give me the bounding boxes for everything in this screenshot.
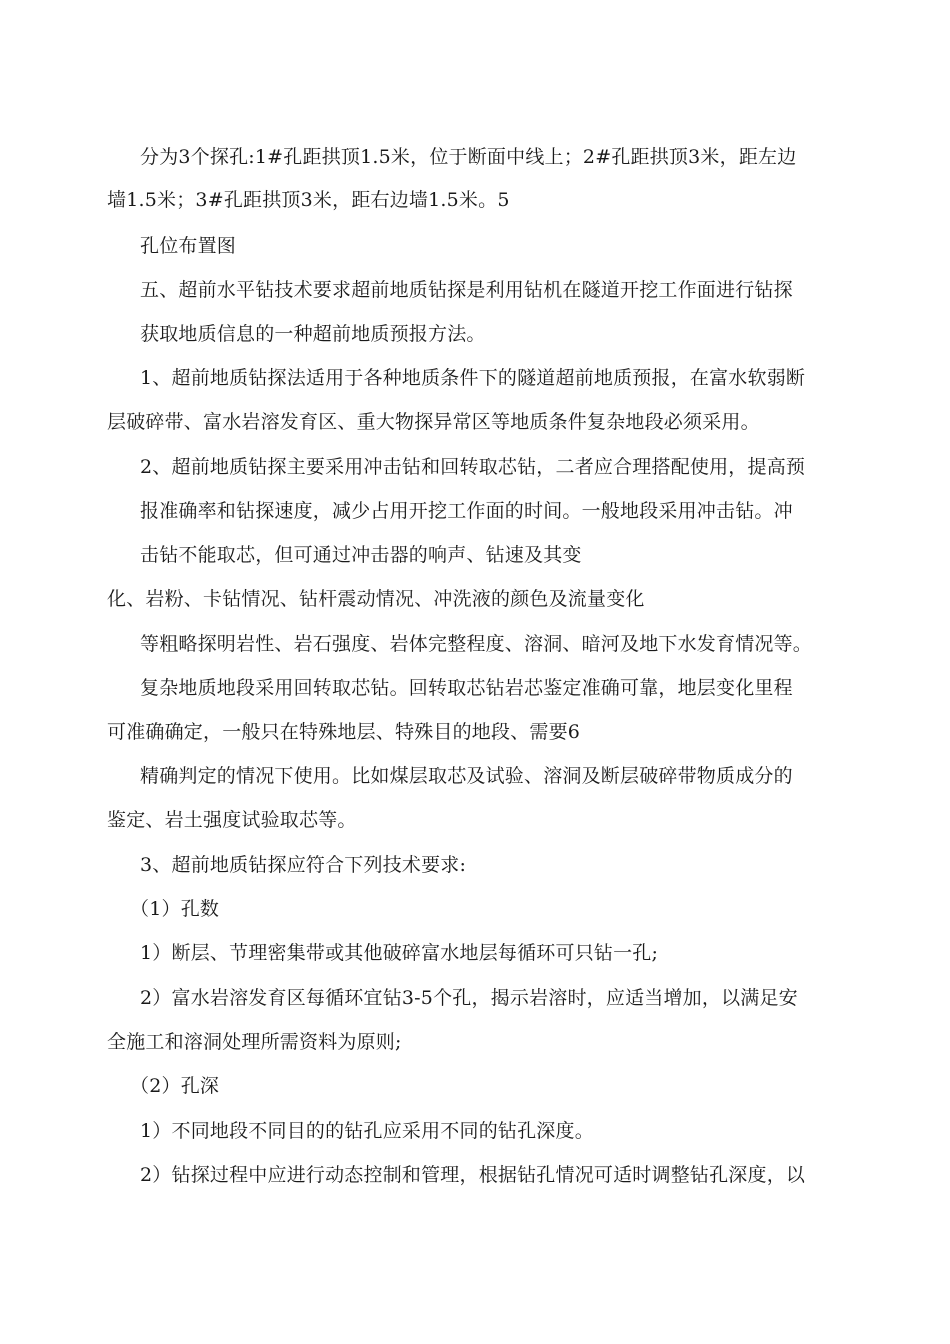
text-line: （2）孔深 xyxy=(130,1075,220,1097)
text-line: 层破碎带、富水岩溶发育区、重大物探异常区等地质条件复杂地段必须采用。 xyxy=(107,411,760,433)
text-line: 击钻不能取芯，但可通过冲击器的响声、钻速及其变 xyxy=(140,544,582,566)
text-line: 等粗略探明岩性、岩石强度、岩体完整程度、溶洞、暗河及地下水发育情况等。 xyxy=(140,633,813,655)
text-line: 精确判定的情况下使用。比如煤层取芯及试验、溶洞及断层破碎带物质成分的 xyxy=(140,765,793,787)
text-line: 2）钻探过程中应进行动态控制和管理，根据钻孔情况可适时调整钻孔深度，以 xyxy=(140,1164,806,1186)
text-line: 化、岩粉、卡钻情况、钻杆震动情况、冲洗液的颜色及流量变化 xyxy=(107,588,645,610)
text-line: 可准确确定，一般只在特殊地层、特殊目的地段、需要6 xyxy=(107,721,581,743)
text-line: 复杂地质地段采用回转取芯钻。回转取芯钻岩芯鉴定准确可靠，地层变化里程 xyxy=(140,677,793,699)
text-line: 获取地质信息的一种超前地质预报方法。 xyxy=(140,323,486,345)
text-line: 分为3个探孔:1#孔距拱顶1.5米，位于断面中线上；2#孔距拱顶3米，距左边 xyxy=(140,146,797,168)
text-line: 2）富水岩溶发育区每循环宜钻3-5个孔，揭示岩溶时，应适当增加，以满足安 xyxy=(140,987,798,1009)
text-line: 孔位布置图 xyxy=(140,235,237,257)
text-line: 3、超前地质钻探应符合下列技术要求: xyxy=(140,854,467,876)
text-line: 1）不同地段不同目的的钻孔应采用不同的钻孔深度。 xyxy=(140,1120,594,1142)
text-line: 鉴定、岩土强度试验取芯等。 xyxy=(107,809,357,831)
text-line: 墙1.5米；3#孔距拱顶3米，距右边墙1.5米。5 xyxy=(107,189,510,211)
text-line: 2、超前地质钻探主要采用冲击钻和回转取芯钻，二者应合理搭配使用，提高预 xyxy=(140,456,806,478)
text-line: 1、超前地质钻探法适用于各种地质条件下的隧道超前地质预报，在富水软弱断 xyxy=(140,367,806,389)
text-line: 报准确率和钻探速度，减少占用开挖工作面的时间。一般地段采用冲击钻。冲 xyxy=(140,500,793,522)
text-line: 1）断层、节理密集带或其他破碎富水地层每循环可只钻一孔; xyxy=(140,942,659,964)
text-line: 全施工和溶洞处理所需资料为原则; xyxy=(107,1031,402,1053)
text-line: （1）孔数 xyxy=(130,898,220,920)
text-line: 五、超前水平钻技术要求超前地质钻探是利用钻机在隧道开挖工作面进行钻探 xyxy=(140,279,793,301)
